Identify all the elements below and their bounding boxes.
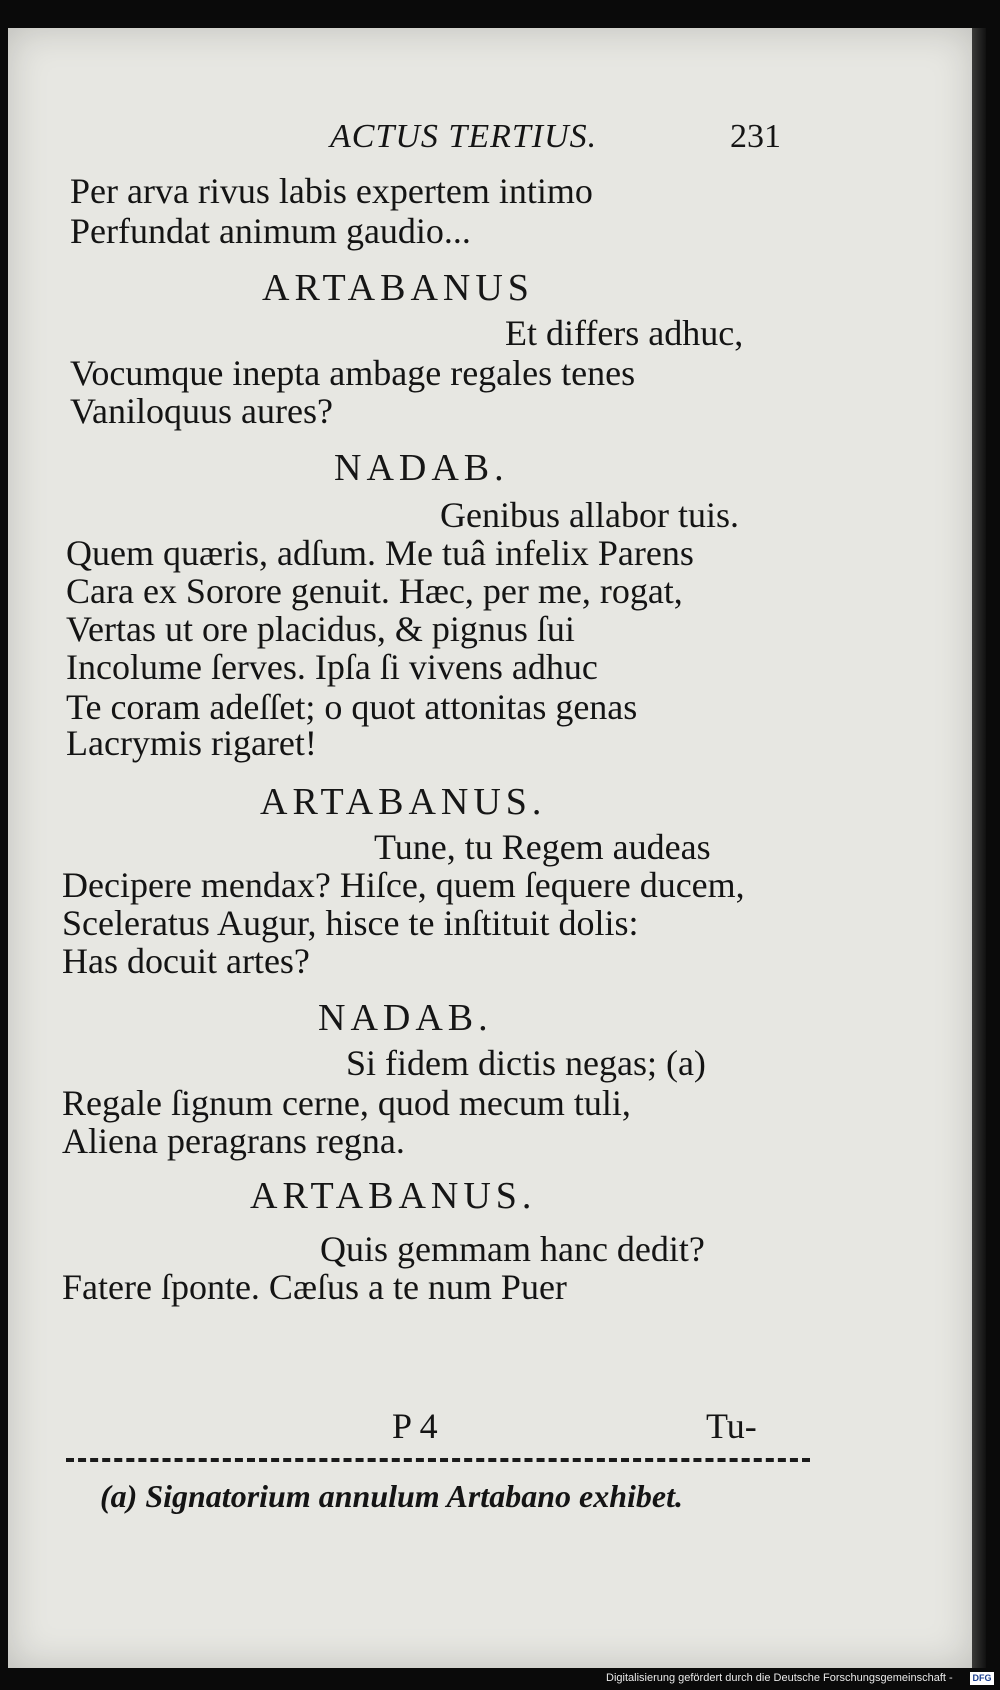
speaker-heading: NADAB. xyxy=(334,447,509,489)
page-edge xyxy=(972,28,986,1668)
verse-line: Perfundat animum gaudio... xyxy=(70,211,471,251)
verse-line: Vertas ut ore placidus, & pignus ſui xyxy=(66,609,575,649)
signature-mark: P 4 xyxy=(392,1406,438,1446)
verse-line: Vaniloquus aures? xyxy=(70,391,333,431)
running-head: ACTUS TERTIUS. xyxy=(330,118,598,155)
footnote: (a) Signatorium annulum Artabano exhibet. xyxy=(100,1478,683,1514)
verse-line: Incolume ſerves. Ipſa ſi vivens adhuc xyxy=(66,647,598,687)
speaker-heading: ARTABANUS xyxy=(262,267,534,309)
footnote-rule xyxy=(66,1458,810,1462)
page-number: 231 xyxy=(730,118,781,155)
verse-line: Lacrymis rigaret! xyxy=(66,723,317,763)
verse-line: Et differs adhuc, xyxy=(505,313,744,353)
verse-line: Decipere mendax? Hiſce, quem ſequere ducem, xyxy=(62,865,745,905)
speaker-heading: NADAB. xyxy=(318,997,493,1039)
verse-line: Si fidem dictis negas; (a) xyxy=(346,1043,706,1083)
verse-line: Genibus allabor tuis. xyxy=(440,495,739,535)
verse-line: Cara ex Sorore genuit. Hæc, per me, rogat, xyxy=(66,571,683,611)
verse-line: Aliena peragrans regna. xyxy=(62,1121,405,1161)
verse-line: Te coram adeſſet; o quot attonitas genas xyxy=(66,687,638,727)
speaker-heading: ARTABANUS. xyxy=(250,1175,537,1217)
verse-line: Sceleratus Augur, hisce te inſtituit dolis: xyxy=(62,903,639,943)
speaker-heading: ARTABANUS. xyxy=(260,781,547,823)
digitization-credit: Digitalisierung gefördert durch die Deutsche Forschungsgemeinschaft - xyxy=(606,1672,953,1684)
catchword: Tu- xyxy=(706,1406,757,1446)
verse-line: Tune, tu Regem audeas xyxy=(374,827,711,867)
verse-line: Quis gemmam hanc dedit? xyxy=(320,1229,705,1269)
verse-line: Fatere ſponte. Cæſus a te num Puer xyxy=(62,1267,567,1307)
verse-line: Vocumque inepta ambage regales tenes xyxy=(70,353,636,393)
verse-line: Per arva rivus labis expertem intimo xyxy=(70,171,593,211)
verse-line: Has docuit artes? xyxy=(62,941,310,981)
verse-line: Regale ſignum cerne, quod mecum tuli, xyxy=(62,1083,631,1123)
verse-line: Quem quæris, adſum. Me tuâ infelix Parens xyxy=(66,533,694,573)
dfg-logo: DFG xyxy=(970,1672,994,1685)
